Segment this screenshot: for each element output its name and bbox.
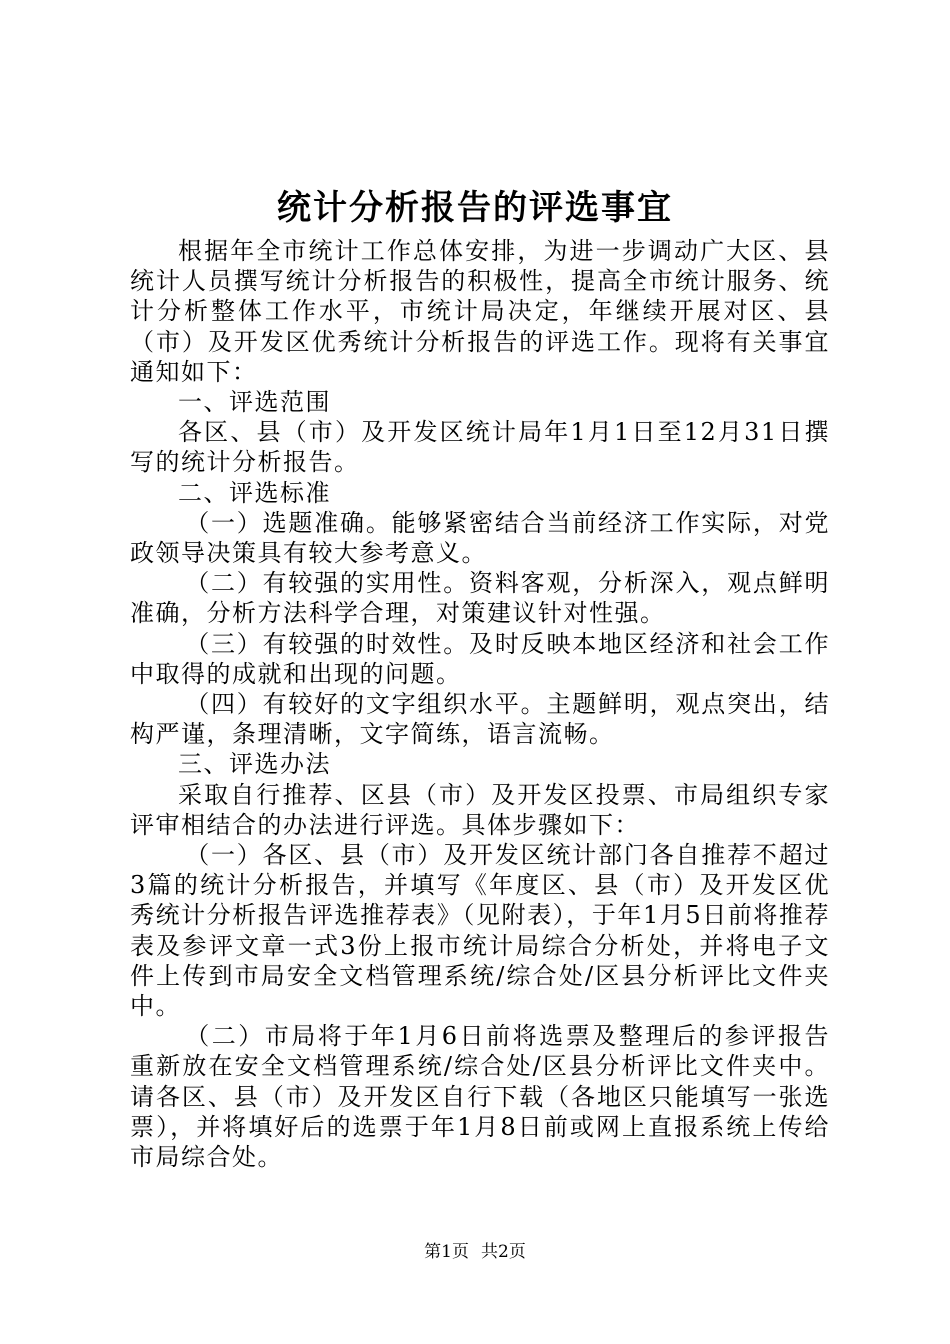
page-total: 共2页	[481, 1242, 526, 1262]
paragraph-intro: 根据年全市统计工作总体安排，为进一步调动广大区、县统计人员撰写统计分析报告的积极性，提高全市统计服务、统计分析整体工作水平，市统计局决定，年继续开展对区、县（市）及开发区优秀统计分析报告的评选工作。现将有关事宜通知如下：	[130, 237, 830, 386]
criteria-item-4: （四）有较好的文字组织水平。主题鲜明，观点突出，结构严谨，条理清晰，文字简练，语言流畅。	[130, 690, 830, 749]
method-step-1: （一）各区、县（市）及开发区统计部门各自推荐不超过3篇的统计分析报告，并填写《年度区、县（市）及开发区优秀统计分析报告评选推荐表》（见附表），于年1月5日前将推荐表及参评文章一式3份上报市统计局综合分析处，并将电子文件上传到市局安全文档管理系统/综合处/区县分析评比文件夹中。	[130, 841, 830, 1021]
page-number: 第1页	[424, 1242, 469, 1262]
method-step-2: （二）市局将于年1月6日前将选票及整理后的参评报告重新放在安全文档管理系统/综合处/区县分析评比文件夹中。请各区、县（市）及开发区自行下载（各地区只能填写一张选票），并将填好后的选票于年1月8日前或网上直报系统上传给市局综合处。	[130, 1022, 830, 1172]
criteria-item-2: （二）有较强的实用性。资料客观，分析深入，观点鲜明准确，分析方法科学合理，对策建议针对性强。	[130, 569, 830, 628]
paragraph-scope: 各区、县（市）及开发区统计局年1月1日至12月31日撰写的统计分析报告。	[130, 418, 830, 477]
paragraph-method: 采取自行推荐、区县（市）及开发区投票、市局组织专家评审相结合的办法进行评选。具体步骤如下：	[130, 780, 830, 839]
section-heading-scope: 一、评选范围	[178, 388, 331, 417]
page-footer	[0, 1240, 950, 1264]
criteria-item-1: （一）选题准确。能够紧密结合当前经济工作实际，对党政领导决策具有较大参考意义。	[130, 508, 830, 568]
section-heading-criteria: 二、评选标准	[178, 478, 331, 507]
document-body	[130, 236, 830, 1172]
criteria-item-3: （三）有较强的时效性。及时反映本地区经济和社会工作中取得的成就和出现的问题。	[130, 629, 830, 688]
document-title: 统计分析报告的评选事宜	[277, 188, 673, 228]
section-heading-method: 三、评选办法	[178, 750, 331, 779]
